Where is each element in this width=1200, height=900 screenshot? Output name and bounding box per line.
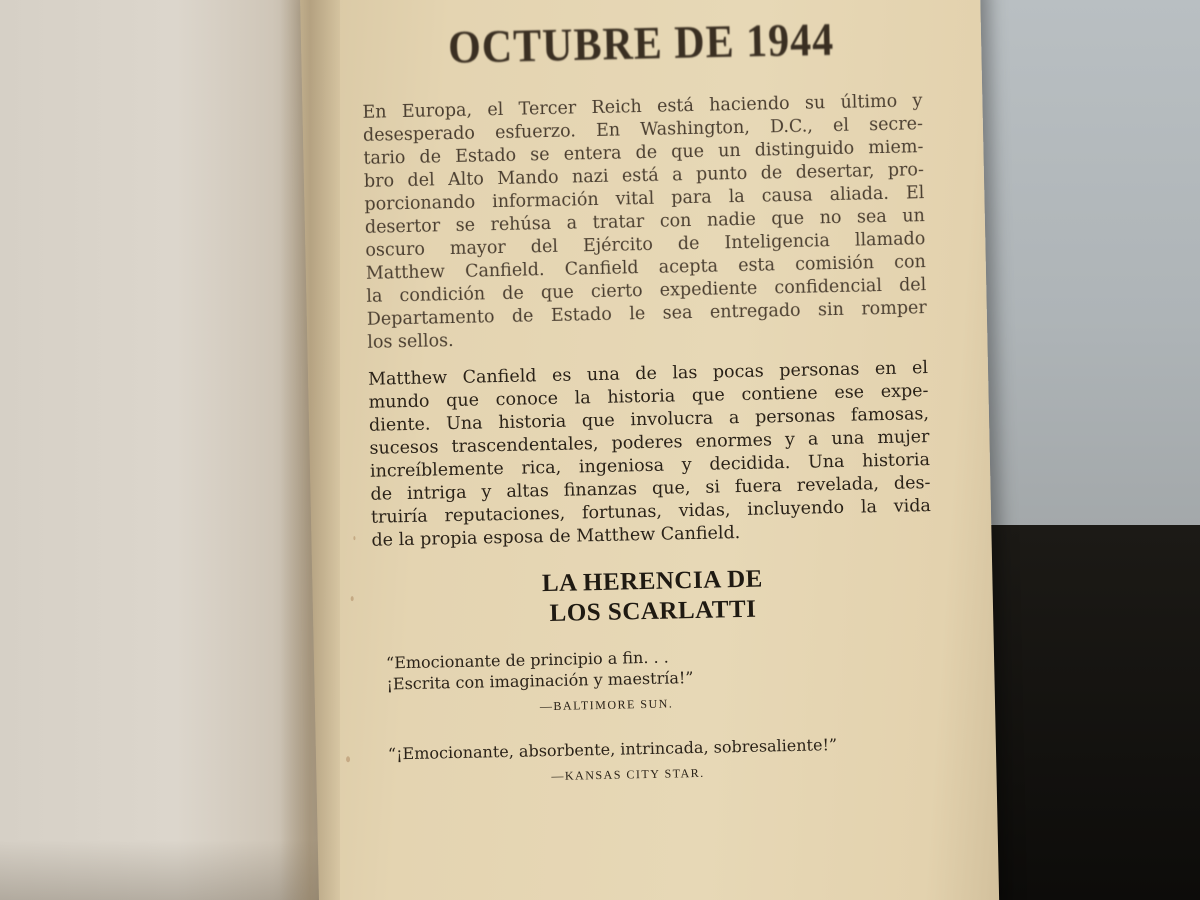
text-line: porcionando información vital para la causa aliada. El <box>364 183 925 215</box>
text-line: la condición de que cierto expediente confidencial del <box>366 275 927 307</box>
page-content <box>361 14 937 814</box>
text-line: bro del Alto Mando nazi está a punto de desertar, pro- <box>363 160 925 192</box>
text-line: oscuro mayor del Ejército de Inteligencia llamado <box>365 229 926 261</box>
text-line: Matthew Canfield es una de las pocas personas en el <box>367 358 929 390</box>
paragraph-story <box>368 357 932 553</box>
review-quote <box>386 641 935 694</box>
quote-line: “¡Emocionante, absorbente, intrincada, sobresaliente!” <box>387 735 838 764</box>
printed-page <box>300 0 999 900</box>
text-line: de la propia esposa de Matthew Canfield. <box>371 523 741 551</box>
review-quote <box>388 732 936 764</box>
text-line: tario de Estado se entera de que un distinguido miem- <box>363 137 924 169</box>
text-line: Departamento de Estado le sea entregado sin romper <box>366 298 927 330</box>
text-line: los sellos. <box>367 330 454 353</box>
text-line: En Europa, el Tercer Reich está haciendo su último y <box>362 91 923 123</box>
paper-stain <box>353 536 355 540</box>
text-line: sucesos trascendentales, poderes enormes y a una mujer <box>369 427 930 459</box>
book-title-line: LOS SCARLATTI <box>549 595 757 628</box>
text-line: de intriga y altas finanzas que, si fuera revelada, des- <box>370 473 931 505</box>
text-line: truiría reputaciones, fortunas, vidas, incluyendo la vida <box>370 496 932 528</box>
text-line: mundo que conoce la historia que contiene ese expe- <box>368 381 929 413</box>
quote-line: “Emocionante de principio a fin. . . <box>385 647 669 673</box>
text-line: diente. Una historia que involucra a personas famosas, <box>368 404 930 436</box>
text-line: increíblemente rica, ingeniosa y decidida. Una historia <box>369 450 931 482</box>
background-wall <box>960 0 1200 530</box>
quote-line: ¡Escrita con imaginación y maestría!” <box>386 668 694 694</box>
text-line: desesperado esfuerzo. En Washington, D.C., el secre- <box>362 114 924 146</box>
review-source: —BALTIMORE SUN. <box>539 696 674 714</box>
paper-stain <box>346 756 350 762</box>
book-gutter-shadow <box>280 0 340 900</box>
book-title-line: LA HERENCIA DE <box>541 565 764 598</box>
page-title: OCTUBRE DE 1944 <box>447 14 835 74</box>
book-title <box>372 561 933 633</box>
text-line: desertor se rehúsa a tratar con nadie que no sea un <box>364 206 926 238</box>
left-blank-page <box>0 0 320 900</box>
paragraph-intro <box>362 90 927 355</box>
text-line: Matthew Canfield. Canfield acepta esta comisión con <box>365 252 926 284</box>
paper-stain <box>351 596 354 601</box>
review-source: —KANSAS CITY STAR. <box>551 765 705 784</box>
